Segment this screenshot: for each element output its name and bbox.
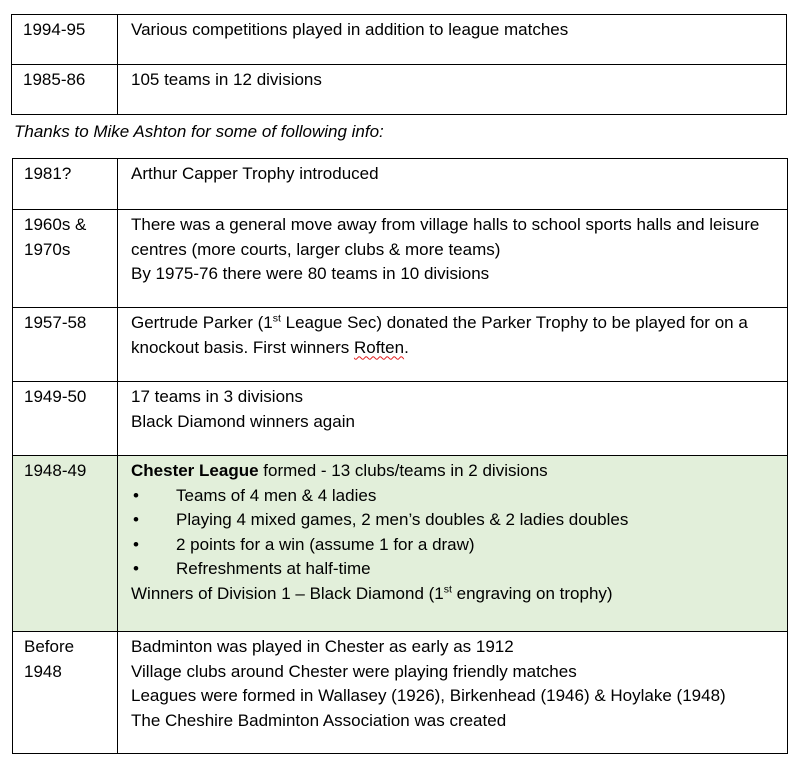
text-fragment: engraving on trophy) (451, 583, 613, 603)
spellcheck-flagged-word: Roften (353, 337, 405, 357)
text-line: By 1975-76 there were 80 teams in 10 divisions (131, 264, 490, 283)
table-row-highlighted (13, 456, 788, 632)
table-row (12, 15, 787, 65)
text-fragment: Winners of Division 1 – Black Diamond (1 (131, 583, 444, 603)
table-row (13, 382, 788, 456)
description-cell (118, 308, 788, 382)
year-cell: 1960s & 1970s (13, 210, 118, 308)
text-fragment: . (404, 337, 409, 357)
text-line: Badminton was played in Chester as early as 1912 (131, 637, 514, 656)
table-row (13, 308, 788, 382)
list-item-text: 2 points for a win (assume 1 for a draw) (176, 534, 475, 554)
description-cell (118, 210, 788, 308)
table-row (13, 632, 788, 754)
list-item-text: Refreshments at half-time (176, 559, 371, 578)
year-cell: 1949-50 (13, 382, 118, 456)
bullet-list (131, 484, 779, 582)
list-item-text: Playing 4 mixed games, 2 men’s doubles & 2 ladies doubles (176, 510, 629, 529)
list-item (131, 484, 779, 509)
year-cell: 1994-95 (12, 15, 118, 65)
text-line: 1948 (24, 661, 62, 681)
text-line: Village clubs around Chester were playing friendly matches (131, 661, 577, 681)
league-name: Chester League (131, 461, 259, 480)
text-line (131, 582, 779, 607)
text-line: Black Diamond winners again (131, 411, 355, 431)
text-line: 17 teams in 3 divisions (131, 387, 303, 406)
table-row (13, 210, 788, 308)
superscript: st (272, 312, 281, 325)
intro-note: Thanks to Mike Ashton for some of following info: (14, 122, 384, 141)
bullet-icon: • (133, 485, 139, 505)
text-line: Leagues were formed in Wallasey (1926), Birkenhead (1946) & Hoylake (1948) (131, 686, 726, 705)
description-cell (118, 382, 788, 456)
text-fragment: Gertrude Parker (1 (131, 313, 273, 332)
list-item (131, 557, 779, 582)
text-fragment: League Sec) donated the Parker Trophy to be played for on a knockout basis. First winners (131, 313, 748, 357)
description-cell: Arthur Capper Trophy introduced (118, 159, 788, 210)
text-line: Before (24, 637, 75, 656)
table-history (12, 158, 788, 754)
year-cell: 1985-86 (12, 65, 118, 115)
description-cell (118, 456, 788, 632)
text-line (131, 459, 779, 484)
text-line: The Cheshire Badminton Association was created (131, 710, 507, 730)
year-cell (13, 632, 118, 754)
text-fragment: formed - 13 clubs/teams in 2 divisions (258, 461, 548, 480)
description-cell: Various competitions played in addition to league matches (118, 15, 787, 65)
text-line: There was a general move away from village halls to school sports halls and leisure centres (more courts, larger clubs & more teams) (131, 215, 760, 259)
year-cell: 1957-58 (13, 308, 118, 382)
year-cell: 1981? (13, 159, 118, 210)
table-recent-years (11, 14, 787, 115)
bullet-icon: • (133, 559, 139, 578)
list-item (131, 508, 779, 533)
table-row (12, 65, 787, 115)
bullet-icon: • (133, 510, 139, 529)
superscript: st (443, 582, 452, 595)
list-item (131, 533, 779, 558)
table-row (13, 159, 788, 210)
bullet-icon: • (133, 534, 139, 554)
description-cell (118, 632, 788, 754)
list-item-text: Teams of 4 men & 4 ladies (176, 485, 377, 505)
description-cell: 105 teams in 12 divisions (118, 65, 787, 115)
year-cell: 1948-49 (13, 456, 118, 632)
